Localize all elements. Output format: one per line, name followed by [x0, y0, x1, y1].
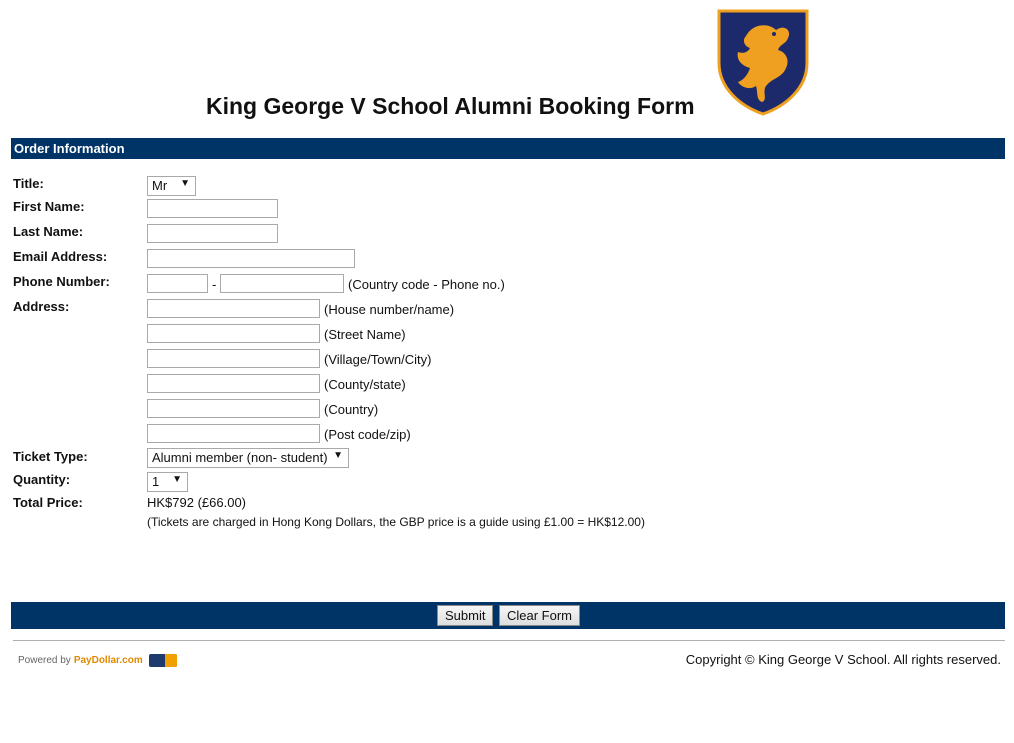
address-street-hint: (Street Name): [324, 327, 406, 342]
address-country-field[interactable]: [147, 399, 320, 418]
total-price-value: HK$792 (£66.00): [147, 495, 247, 510]
quantity-label: Quantity:: [13, 472, 71, 487]
powered-by: [18, 654, 177, 667]
address-street-field[interactable]: [147, 324, 320, 343]
submit-button[interactable]: Submit: [437, 605, 493, 626]
order-information-header: [11, 138, 1005, 159]
ticket-type-select[interactable]: [147, 448, 349, 468]
price-note: (Tickets are charged in Hong Kong Dollars, the GBP price is a guide using £1.00 = HK$12.00): [147, 515, 645, 529]
phone-label: Phone Number:: [13, 274, 110, 289]
school-crest-icon: [716, 8, 810, 116]
first-name-field[interactable]: [147, 199, 278, 218]
last-name-field[interactable]: [147, 224, 278, 243]
address-country-hint: (Country): [324, 402, 379, 417]
dropdown-arrow-icon: ▼: [333, 450, 343, 461]
title-select[interactable]: [147, 176, 196, 196]
address-postcode-hint: (Post code/zip): [324, 427, 411, 442]
powered-by-brand: PayDollar.com: [73, 655, 143, 666]
address-house-hint: (House number/name): [324, 302, 455, 317]
email-label: Email Address:: [13, 249, 108, 264]
quantity-select[interactable]: [147, 472, 188, 492]
address-label: Address:: [13, 299, 70, 314]
address-city-hint: (Village/Town/City): [324, 352, 432, 367]
footer-divider: [13, 640, 1005, 641]
ticket-type-label: Ticket Type:: [13, 449, 88, 464]
first-name-label: First Name:: [13, 199, 85, 214]
section-heading: Order Information: [14, 141, 125, 156]
total-price-label: Total Price:: [13, 495, 83, 510]
clear-form-button[interactable]: Clear Form: [499, 605, 580, 626]
phone-hint: (Country code - Phone no.): [348, 277, 505, 292]
address-house-field[interactable]: [147, 299, 320, 318]
address-county-hint: (County/state): [324, 377, 406, 392]
title-label: Title:: [13, 176, 44, 191]
phone-country-code-field[interactable]: [147, 274, 208, 293]
address-postcode-field[interactable]: [147, 424, 320, 443]
last-name-label: Last Name:: [13, 224, 84, 239]
quantity-value: 1: [152, 474, 160, 489]
title-select-value: Mr: [152, 178, 168, 193]
address-county-field[interactable]: [147, 374, 320, 393]
powered-by-text: Powered by: [18, 655, 71, 666]
dropdown-arrow-icon: ▼: [172, 474, 182, 485]
copyright-text: Copyright © King George V School. All rights reserved.: [685, 652, 1001, 667]
phone-separator: -: [212, 277, 217, 292]
phone-number-field[interactable]: [220, 274, 344, 293]
address-city-field[interactable]: [147, 349, 320, 368]
email-field[interactable]: [147, 249, 355, 268]
ticket-type-value: Alumni member (non- student): [152, 450, 328, 465]
page-title: King George V School Alumni Booking Form: [206, 93, 695, 119]
dropdown-arrow-icon: ▼: [180, 178, 190, 189]
paydollar-logo-icon: [149, 654, 177, 667]
